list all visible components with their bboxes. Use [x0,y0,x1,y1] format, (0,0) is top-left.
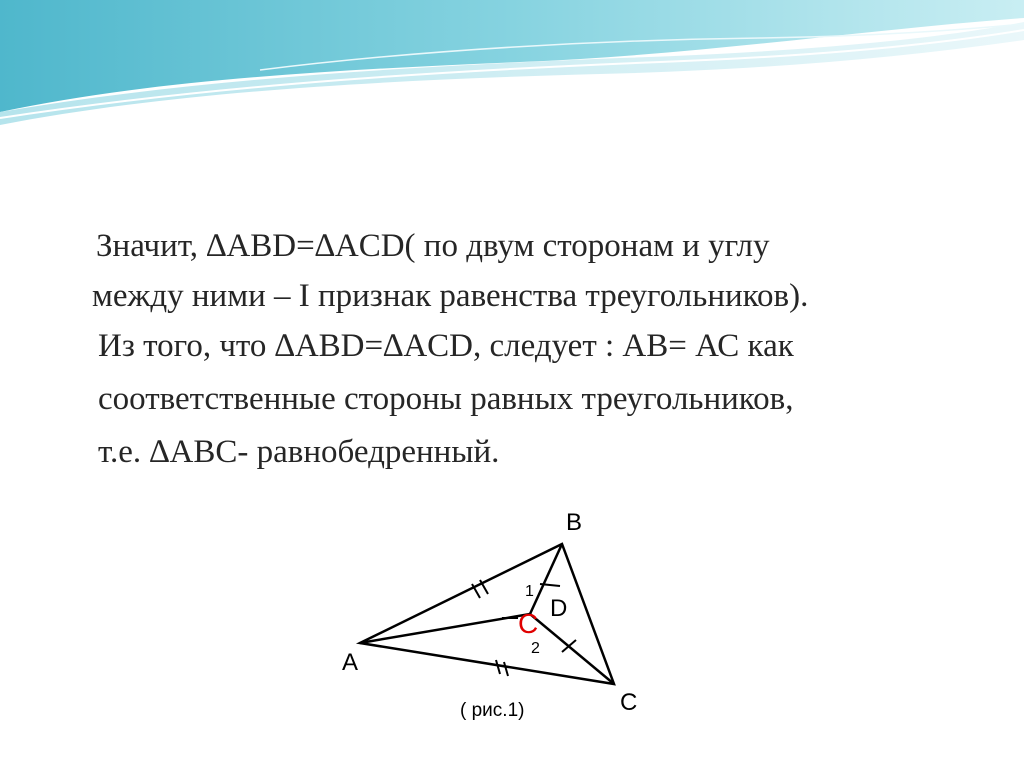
paragraph-line-4: соответственные стороны равных треугольников, [98,381,794,417]
paragraph-line-3: Из того, что ∆ABD=∆ACD, следует : АВ= АС как [98,328,794,364]
triangle-figure [322,488,668,738]
label-point-o: C [518,608,539,639]
angle-label-2: 2 [531,640,540,657]
label-point-b: B [566,509,583,536]
paragraph-line-1: Значит, ∆ABD=∆ACD( по двум сторонам и углу [96,228,770,264]
triangle-abc [360,544,614,684]
tick-ac-1 [496,660,500,674]
label-point-a: A [342,649,359,676]
label-point-c: C [620,689,638,716]
paragraph-line-2: между ними – I признак равенства треугольников). [92,278,809,314]
figure-caption: ( рис.1) [460,700,525,721]
angle-label-1: 1 [525,583,534,600]
label-point-d: D [550,595,568,622]
paragraph-line-5: т.е. ∆ABC- равнобедренный. [98,434,500,470]
tick-ac-2 [504,662,508,676]
